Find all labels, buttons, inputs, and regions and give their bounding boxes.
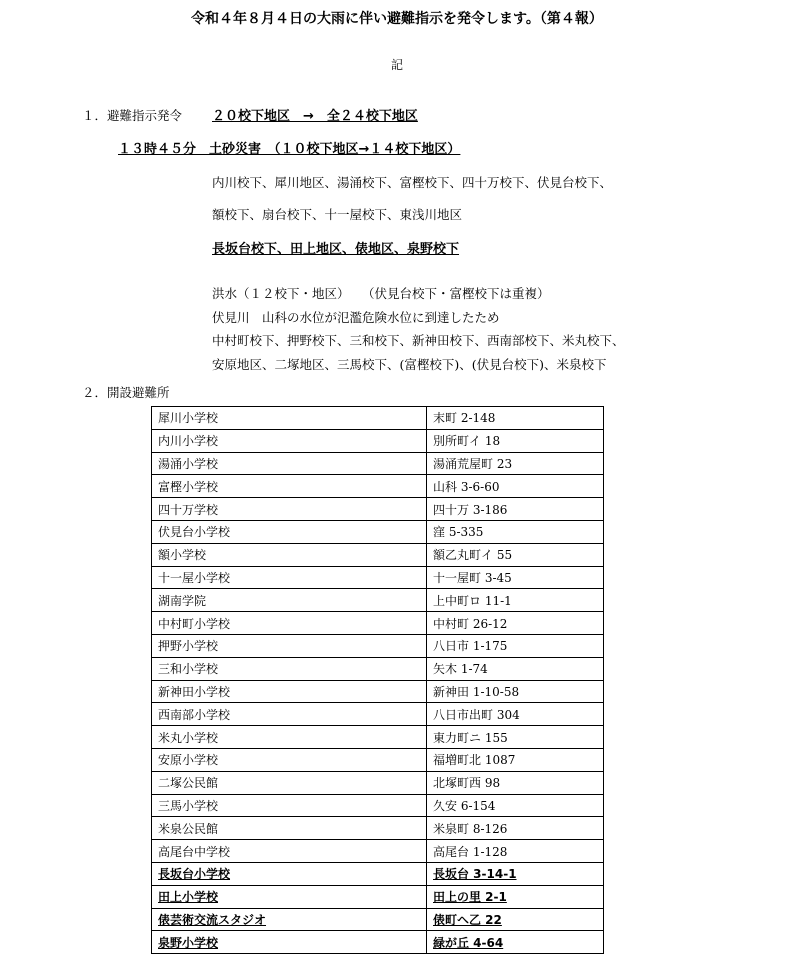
table-row (152, 452, 604, 475)
landslide-new-districts: 長坂台校下、田上地区、俵地区、泉野校下 (212, 242, 460, 257)
shelter-name: 中村町小学校 (152, 612, 427, 635)
shelter-address: 長坂台 3-14-1 (427, 862, 604, 885)
shelter-name: 湯涌小学校 (152, 452, 427, 475)
table-row (152, 612, 604, 635)
shelter-address: 四十万 3-186 (427, 498, 604, 521)
table-row (152, 589, 604, 612)
shelter-name: 二塚公民館 (152, 771, 427, 794)
table-row (152, 748, 604, 771)
shelter-name: 十一屋小学校 (152, 566, 427, 589)
shelter-address: 額乙丸町イ 55 (427, 543, 604, 566)
shelter-name: 富樫小学校 (152, 475, 427, 498)
landslide-heading: １３時４５分 土砂災害 （１０校下地区→１４校下地区） (118, 142, 461, 157)
section1-label: １．避難指示発令 (82, 108, 183, 123)
document-title: 令和４年８月４日の大雨に伴い避難指示を発令します。（第４報） (191, 11, 603, 27)
table-row (152, 657, 604, 680)
flood-line-2: 伏見川 山科の水位が氾濫危険水位に到達したため (212, 310, 500, 325)
shelter-name: 安原小学校 (152, 748, 427, 771)
shelter-address: 高尾台 1-128 (427, 840, 604, 863)
shelter-address: 久安 6-154 (427, 794, 604, 817)
table-row (152, 634, 604, 657)
table-row (152, 726, 604, 749)
shelter-address: 湯涌荒屋町 23 (427, 452, 604, 475)
shelter-address: 東力町ニ 155 (427, 726, 604, 749)
shelter-address: 八日市 1-175 (427, 634, 604, 657)
table-row (152, 703, 604, 726)
table-row (152, 498, 604, 521)
table-row (152, 931, 604, 954)
flood-line-1: 洪水（１２校下・地区） （伏見台校下・富樫校下は重複） (212, 286, 550, 301)
shelter-name: 押野小学校 (152, 634, 427, 657)
shelter-name: 犀川小学校 (152, 407, 427, 430)
ki-marker: 記 (390, 58, 403, 72)
shelter-address: 俵町ヘ乙 22 (427, 908, 604, 931)
shelter-name: 三和小学校 (152, 657, 427, 680)
shelter-name: 田上小学校 (152, 885, 427, 908)
shelter-address: 新神田 1-10-58 (427, 680, 604, 703)
shelter-name: 米泉公民館 (152, 817, 427, 840)
section1-headline: ２０校下地区 → 全２４校下地区 (212, 109, 418, 124)
shelter-name: 額小学校 (152, 543, 427, 566)
shelter-name: 西南部小学校 (152, 703, 427, 726)
flood-line-4: 安原地区、二塚地区、三馬校下、(富樫校下)、(伏見台校下)、米泉校下 (212, 357, 607, 372)
shelter-address: 山科 3-6-60 (427, 475, 604, 498)
table-row (152, 475, 604, 498)
table-row (152, 429, 604, 452)
shelter-name: 四十万学校 (152, 498, 427, 521)
shelter-name: 三馬小学校 (152, 794, 427, 817)
shelter-address: 中村町 26-12 (427, 612, 604, 635)
shelter-name: 俵芸術交流スタジオ (152, 908, 427, 931)
shelter-address: 八日市出町 304 (427, 703, 604, 726)
shelter-address: 末町 2-148 (427, 407, 604, 430)
shelter-name: 泉野小学校 (152, 931, 427, 954)
shelter-address: 窪 5-335 (427, 520, 604, 543)
shelter-name: 新神田小学校 (152, 680, 427, 703)
shelter-name: 米丸小学校 (152, 726, 427, 749)
shelter-address: 田上の里 2-1 (427, 885, 604, 908)
shelter-name: 長坂台小学校 (152, 862, 427, 885)
table-row (152, 794, 604, 817)
shelter-address: 別所町イ 18 (427, 429, 604, 452)
section2-label: ２．開設避難所 (82, 385, 170, 400)
shelter-name: 内川小学校 (152, 429, 427, 452)
table-row (152, 407, 604, 430)
landslide-line-2: 額校下、扇台校下、十一屋校下、東浅川地区 (212, 207, 463, 222)
table-row (152, 543, 604, 566)
shelter-name: 伏見台小学校 (152, 520, 427, 543)
shelter-address: 上中町ロ 11-1 (427, 589, 604, 612)
shelter-address: 米泉町 8-126 (427, 817, 604, 840)
table-row (152, 566, 604, 589)
shelter-table (151, 406, 604, 954)
landslide-line-1: 内川校下、犀川地区、湯涌校下、富樫校下、四十万校下、伏見台校下、 (212, 175, 613, 190)
shelter-address: 北塚町西 98 (427, 771, 604, 794)
flood-line-3: 中村町校下、押野校下、三和校下、新神田校下、西南部校下、米丸校下、 (212, 333, 625, 348)
table-row (152, 885, 604, 908)
table-row (152, 817, 604, 840)
table-row (152, 771, 604, 794)
shelter-address: 緑が丘 4-64 (427, 931, 604, 954)
table-row (152, 908, 604, 931)
shelter-name: 高尾台中学校 (152, 840, 427, 863)
table-row (152, 840, 604, 863)
shelter-address: 十一屋町 3-45 (427, 566, 604, 589)
table-row (152, 520, 604, 543)
table-row (152, 862, 604, 885)
shelter-address: 矢木 1-74 (427, 657, 604, 680)
shelter-name: 湖南学院 (152, 589, 427, 612)
table-row (152, 680, 604, 703)
shelter-address: 福増町北 1087 (427, 748, 604, 771)
